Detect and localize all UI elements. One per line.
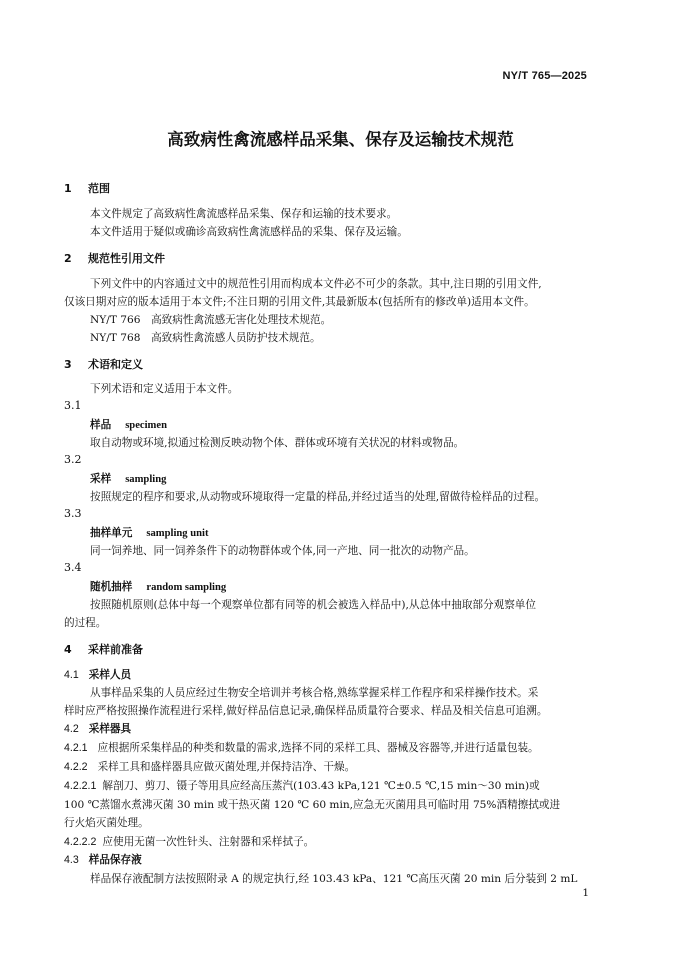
clause-text: 应根据所采集样品的种类和数量的需求,选择不同的采样工具、器械及容器等,并进行适量包装。 xyxy=(97,742,539,754)
paragraph: 本文件适用于疑似或确诊高致病性禽流感样品的采集、保存及运输。 xyxy=(90,226,408,238)
clause-text: 采样工具和盛样器具应做灭菌处理,并保持洁净、干燥。 xyxy=(97,761,356,773)
section-title: 范围 xyxy=(88,182,110,195)
clause-text: 应使用无菌一次性针头、注射器和采样拭子。 xyxy=(102,836,315,848)
clause-4-2-1 xyxy=(64,740,539,755)
paragraph: 仅该日期对应的版本适用于本文件;不注日期的引用文件,其最新版本(包括所有的修改单)适用本文件。 xyxy=(64,296,535,308)
clause-text: 行火焰灭菌处理。 xyxy=(64,817,149,829)
term-definition: 同一饲养地、同一饲养条件下的动物群体或个体,同一产地、同一批次的动物产品。 xyxy=(90,545,475,557)
term-entry xyxy=(90,525,209,540)
normative-reference: NY/T 766 高致病性禽流感无害化处理技术规范。 xyxy=(90,314,332,326)
term-number: 3.2 xyxy=(64,453,82,466)
term-en: sampling xyxy=(125,474,167,485)
term-zh: 随机抽样 xyxy=(90,581,133,593)
section-title: 术语和定义 xyxy=(88,358,143,371)
section-number: 4 xyxy=(64,643,72,656)
clause-number: 4.2.2 xyxy=(64,761,88,773)
term-number: 3.4 xyxy=(64,561,82,574)
clause-text: 解剖刀、剪刀、镊子等用具应经高压蒸汽(103.43 kPa,121 ℃±0.5 ℃,15 min～30 min)或 xyxy=(102,780,540,792)
standard-number: NY/T 765—2025 xyxy=(502,70,587,82)
term-entry xyxy=(90,471,166,486)
subsection-4-2-heading xyxy=(64,721,131,736)
term-definition: 取自动物或环境,拟通过检测反映动物个体、群体或环境有关状况的材料或物品。 xyxy=(90,437,465,449)
term-en: random sampling xyxy=(146,582,227,593)
term-definition: 按照随机原则(总体中每一个观察单位都有同等的机会被选入样品中),从总体中抽取部分观察单位 xyxy=(90,599,536,611)
section-1-heading xyxy=(64,180,110,196)
term-zh: 样品 xyxy=(90,419,112,431)
section-title: 规范性引用文件 xyxy=(88,252,165,265)
normative-reference: NY/T 768 高致病性禽流感人员防护技术规范。 xyxy=(90,332,321,344)
term-number: 3.3 xyxy=(64,507,82,520)
clause-text: 100 ℃蒸馏水煮沸灭菌 30 min 或干热灭菌 120 ℃ 60 min,应急无灭菌用具可临时用 75%酒精擦拭或进 xyxy=(64,799,561,811)
subsection-number: 4.1 xyxy=(64,669,79,681)
paragraph: 样时应严格按照操作流程进行采样,做好样品信息记录,确保样品质量符合要求、样品及相关信息可追溯。 xyxy=(64,705,548,717)
subsection-title: 样品保存液 xyxy=(88,854,142,866)
paragraph: 样品保存液配制方法按照附录 A 的规定执行,经 103.43 kPa、121 ℃高压灭菌 20 min 后分装到 2 mL xyxy=(90,873,578,885)
page-number: 1 xyxy=(582,887,589,899)
term-en: sampling unit xyxy=(146,528,209,539)
clause-4-2-2-1 xyxy=(64,778,540,793)
section-2-heading xyxy=(64,250,165,266)
section-number: 3 xyxy=(64,358,72,371)
subsection-title: 采样器具 xyxy=(88,723,132,735)
section-3-heading xyxy=(64,356,143,372)
term-number: 3.1 xyxy=(64,399,82,412)
term-en: specimen xyxy=(125,420,167,431)
clause-number: 4.2.1 xyxy=(64,742,88,754)
term-entry xyxy=(90,579,226,594)
section-number: 2 xyxy=(64,252,72,265)
clause-number: 4.2.2.2 xyxy=(64,836,97,848)
term-zh: 抽样单元 xyxy=(90,527,133,539)
clause-number: 4.2.2.1 xyxy=(64,780,97,792)
term-definition: 按照规定的程序和要求,从动物或环境取得一定量的样品,并经过适当的处理,留做待检样品的过程。 xyxy=(90,491,546,503)
subsection-number: 4.2 xyxy=(64,723,79,735)
paragraph: 本文件规定了高致病性禽流感样品采集、保存和运输的技术要求。 xyxy=(90,208,398,220)
term-zh: 采样 xyxy=(90,473,112,485)
paragraph: 下列文件中的内容通过文中的规范性引用而构成本文件必不可少的条款。其中,注日期的引用文件, xyxy=(90,278,542,290)
clause-4-2-2-2 xyxy=(64,834,314,849)
subsection-4-3-heading xyxy=(64,852,142,867)
subsection-4-1-heading xyxy=(64,667,131,682)
term-entry xyxy=(90,417,167,432)
section-4-heading xyxy=(64,641,143,657)
document-title: 高致病性禽流感样品采集、保存及运输技术规范 xyxy=(167,130,514,149)
term-definition: 的过程。 xyxy=(64,617,107,629)
clause-4-2-2 xyxy=(64,759,355,774)
subsection-number: 4.3 xyxy=(64,854,79,866)
paragraph: 下列术语和定义适用于本文件。 xyxy=(90,383,239,395)
section-number: 1 xyxy=(64,182,72,195)
paragraph: 从事样品采集的人员应经过生物安全培训并考核合格,熟练掌握采样工作程序和采样操作技术。采 xyxy=(90,687,539,699)
subsection-title: 采样人员 xyxy=(88,669,132,681)
section-title: 采样前准备 xyxy=(88,643,143,656)
